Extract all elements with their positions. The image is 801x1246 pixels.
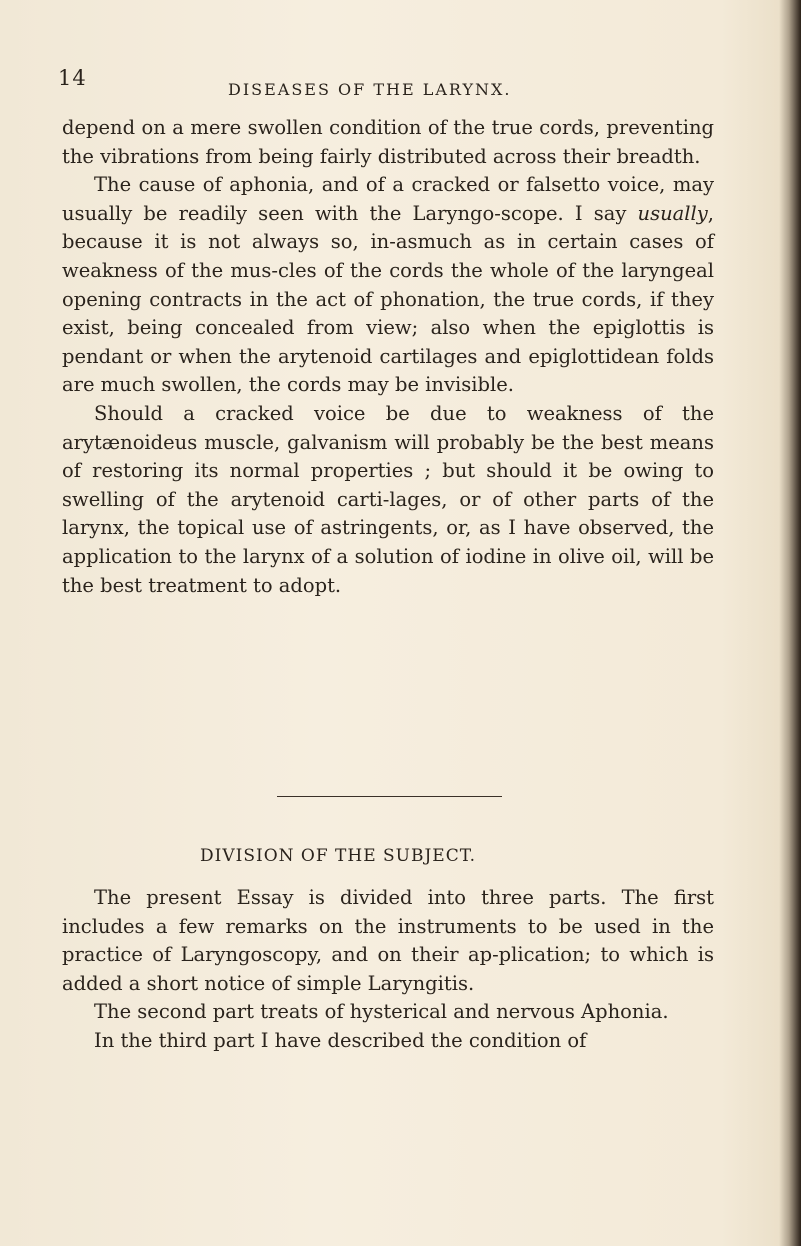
paragraph: depend on a mere swollen condition of the true cords, preventing the vibrations from being fairly distributed across their breadth.	[62, 116, 714, 168]
page-number: 14	[58, 66, 87, 90]
text-run: The cause of aphonia, and of a cracked or falsetto voice, may usually be readily seen with the Laryngo-scope. I say	[62, 173, 714, 225]
section-divider	[277, 796, 502, 797]
paragraph: In the third part I have described the condition of	[94, 1028, 587, 1052]
paragraph	[62, 171, 714, 400]
italic-text: usually	[637, 201, 708, 225]
paragraph: Should a cracked voice be due to weakness of the arytænoideus muscle, galvanism will probably be the best means of restoring its normal properties ; but should it be owing to swelling of the arytenoid carti-lages, or of other parts of the larynx, the topical use of astringents, or, as I have observed, the application to the larynx of a solution of iodine in olive oil, will be the best treatment to adopt.	[62, 401, 714, 597]
body-text-bottom	[62, 884, 714, 1056]
section-heading: DIVISION OF THE SUBJECT.	[200, 846, 476, 866]
paragraph: The second part treats of hysterical and nervous Aphonia.	[94, 1000, 669, 1024]
paragraph: The present Essay is divided into three parts. The first includes a few remarks on the instruments to be used in the practice of Laryngoscopy, and on their ap-plication; to which is added a short notice of simple Laryngitis.	[62, 886, 714, 995]
text-run: , because it is not always so, in-asmuch as in certain cases of weakness of the mus-cles of the cords the whole of the laryngeal opening contracts in the act of phonation, the true cords, if they exist, being concealed from view; also when the epiglottis is pendant or when the arytenoid cartilages and epiglottidean folds are much swollen, the cords may be invisible.	[62, 201, 714, 397]
page-edge-shadow	[779, 0, 801, 1246]
running-head: DISEASES OF THE LARYNX.	[228, 80, 512, 99]
body-text-top	[62, 114, 714, 600]
